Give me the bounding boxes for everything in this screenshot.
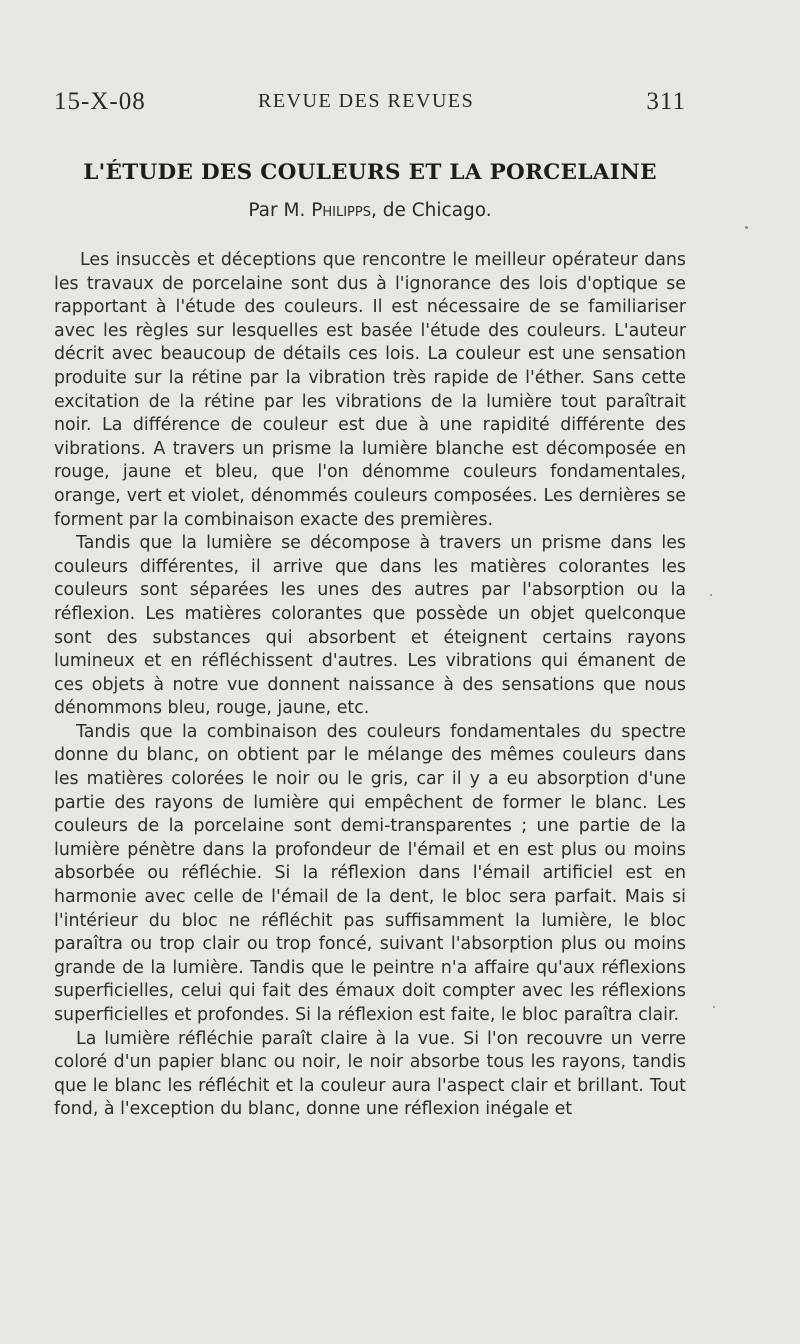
header-journal-title: REVUE DES REVUES bbox=[258, 90, 475, 112]
paragraph: La lumière réfléchie paraît claire à la vue. Si l'on recouvre un verre coloré d'un papier blanc ou noir, le noir absorbe tous les rayons, tandis que le blanc les réfléchit et la couleur aura l'aspect clair et brillant. Tout fond, à l'exception du blanc, donne une réflexion inégale et bbox=[54, 1028, 686, 1120]
byline-prefix: Par M. bbox=[248, 200, 312, 221]
byline-suffix: , de Chicago. bbox=[370, 200, 492, 221]
author-name: Philipps bbox=[311, 200, 371, 221]
running-header bbox=[54, 88, 686, 118]
article-byline bbox=[54, 200, 686, 221]
header-page-number: 311 bbox=[646, 88, 686, 115]
paper-speck bbox=[745, 226, 748, 229]
paragraph: Tandis que la lumière se décompose à travers un prisme dans les couleurs différentes, il arrive que dans les matières colorantes les couleurs sont séparées les unes des autres par l'absorption ou la réflexion. Les matières colorantes que possède un objet quelconque sont des substances qui absorbent et éteignent certains rayons lumineux et en réfléchissent d'autres. Les vibrations qui émanent de ces objets à notre vue donnent naissance à des sensations que nous dénommons bleu, rouge, jaune, etc. bbox=[54, 533, 686, 719]
article-body bbox=[54, 249, 686, 1122]
paragraph: Tandis que la combinaison des couleurs fondamentales du spectre donne du blanc, on obtient par le mélange des mêmes couleurs dans les matières colorées le noir ou le gris, car il y a eu absorption d'une partie des rayons de lumière qui empêchent de former le blanc. Les couleurs de la porcelaine sont demi-transparentes ; une partie de la lumière pénètre dans la profondeur de l'émail et en est plus ou moins absorbée ou réfléchie. Si la réflexion dans l'émail artificiel est en harmonie avec celle de l'émail de la dent, le bloc sera parfait. Mais si l'intérieur du bloc ne réfléchit pas suffisamment la lumière, le bloc paraîtra ou trop clair ou trop foncé, suivant l'absorption plus ou moins grande de la lumière. Tandis que le peintre n'a affaire qu'aux réflexions superficielles, celui qui fait des émaux doit compter avec les réflexions superficielles et profondes. Si la réflexion est faite, le bloc paraîtra clair. bbox=[54, 721, 686, 1025]
paragraph: Les insuccès et déceptions que rencontre le meilleur opérateur dans les travaux de porcelaine sont dus à l'ignorance des lois d'optique se rapportant à l'étude des couleurs. Il est nécessaire de se familiariser avec les règles sur lesquelles est basée l'étude des couleurs. L'auteur décrit avec beaucoup de détails ces lois. La couleur est une sensation produite sur la rétine par la vibration très rapide de l'éther. Sans cette excitation de la rétine par les vibrations de la lumière tout paraîtrait noir. La différence de couleur est due à une rapidité différente des vibrations. A travers un prisme la lumière blanche est décomposée en rouge, jaune et bleu, que l'on dénomme couleurs fondamentales, orange, vert et violet, dénommés couleurs composées. Les dernières se forment par la combinaison exacte des premières. bbox=[54, 250, 686, 530]
paper-speck bbox=[713, 1006, 715, 1008]
paper-speck bbox=[710, 594, 712, 596]
article-title: L'ÉTUDE DES COULEURS ET LA PORCELAINE bbox=[83, 160, 657, 185]
header-date: 15-X-08 bbox=[54, 88, 146, 115]
